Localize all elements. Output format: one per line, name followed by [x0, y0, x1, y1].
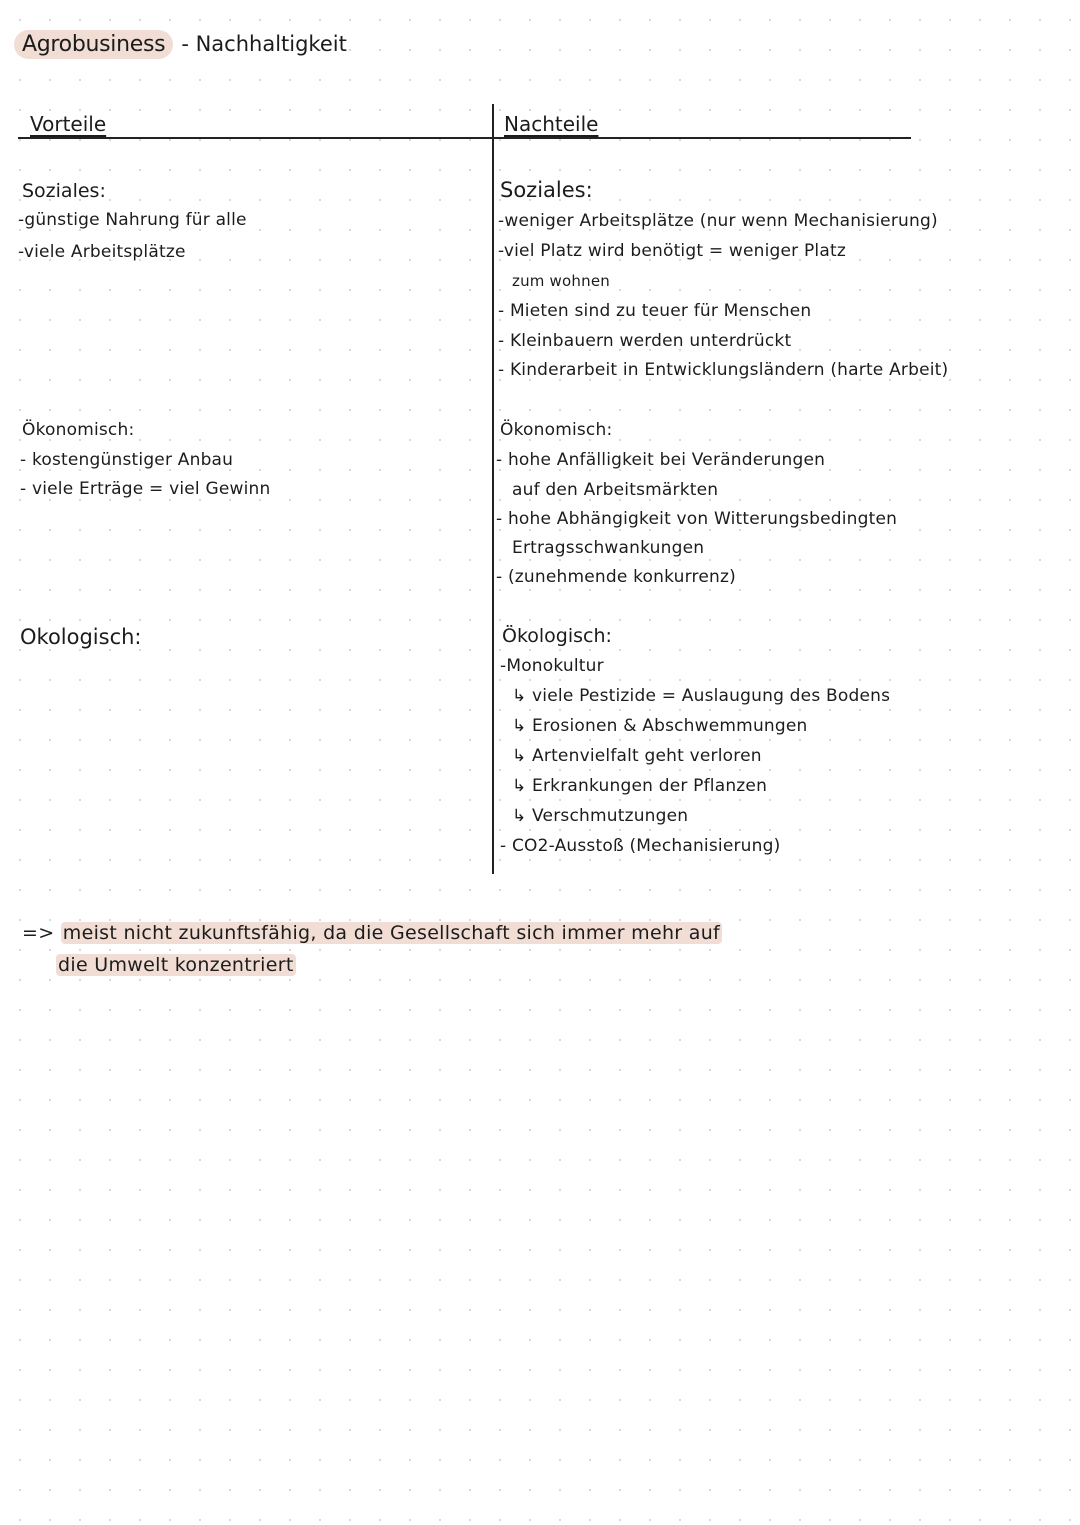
left-oekonomisch-item: - kostengünstiger Anbau [20, 450, 234, 470]
left-oekologisch-heading: Okologisch: [20, 625, 142, 649]
right-oekologisch-item: ↳ Artenvielfalt geht verloren [512, 746, 762, 766]
right-oekologisch-item: ↳ Erkrankungen der Pflanzen [512, 776, 768, 796]
page-title [14, 26, 347, 62]
conclusion-line-2 [56, 954, 296, 976]
left-soziales-item: -viele Arbeitsplätze [18, 242, 186, 262]
column-heading-vorteile: Vorteile [30, 112, 107, 136]
left-soziales-heading: Soziales: [22, 180, 106, 202]
right-soziales-item: - Kinderarbeit in Entwicklungsländern (harte Arbeit) [498, 360, 949, 380]
column-heading-nachteile: Nachteile [504, 112, 599, 136]
right-oekologisch-item: ↳ viele Pestizide = Auslaugung des Bodens [512, 686, 891, 706]
conclusion-arrow: => [22, 922, 55, 944]
right-oekologisch-item: -Monokultur [500, 656, 604, 676]
right-oekologisch-item: - CO2-Ausstoß (Mechanisierung) [500, 836, 781, 856]
right-oekonomisch-item: auf den Arbeitsmärkten [512, 480, 719, 500]
left-soziales-item: -günstige Nahrung für alle [18, 210, 247, 230]
left-oekonomisch-heading: Ökonomisch: [22, 420, 135, 440]
right-soziales-item: - Mieten sind zu teuer für Menschen [498, 301, 812, 321]
table-header-line [18, 137, 911, 139]
title-subtitle: - Nachhaltigkeit [181, 32, 347, 56]
conclusion-text-1: meist nicht zukunftsfähig, da die Gesellschaft sich immer mehr auf [62, 922, 721, 944]
right-oekonomisch-item: Ertragsschwankungen [512, 538, 705, 558]
right-oekologisch-heading: Ökologisch: [502, 625, 612, 647]
conclusion-line-1 [22, 922, 722, 944]
right-oekonomisch-item: - hohe Abhängigkeit von Witterungsbedingten [496, 509, 898, 529]
table-divider-line [492, 104, 494, 874]
right-oekonomisch-item: - hohe Anfälligkeit bei Veränderungen [496, 450, 826, 470]
title-highlighted: Agrobusiness [14, 30, 173, 59]
right-soziales-item: -viel Platz wird benötigt = weniger Platz [498, 241, 846, 261]
right-soziales-item: zum wohnen [512, 272, 610, 290]
left-oekonomisch-item: - viele Erträge = viel Gewinn [20, 479, 271, 499]
right-oekologisch-item: ↳ Verschmutzungen [512, 806, 689, 826]
right-soziales-item: - Kleinbauern werden unterdrückt [498, 331, 792, 351]
right-soziales-item: -weniger Arbeitsplätze (nur wenn Mechanisierung) [498, 211, 938, 231]
right-oekologisch-item: ↳ Erosionen & Abschwemmungen [512, 716, 808, 736]
conclusion-text-2: die Umwelt konzentriert [58, 954, 294, 976]
right-soziales-heading: Soziales: [500, 178, 593, 202]
right-oekonomisch-item: - (zunehmende konkurrenz) [496, 567, 736, 587]
right-oekonomisch-heading: Ökonomisch: [500, 420, 613, 440]
